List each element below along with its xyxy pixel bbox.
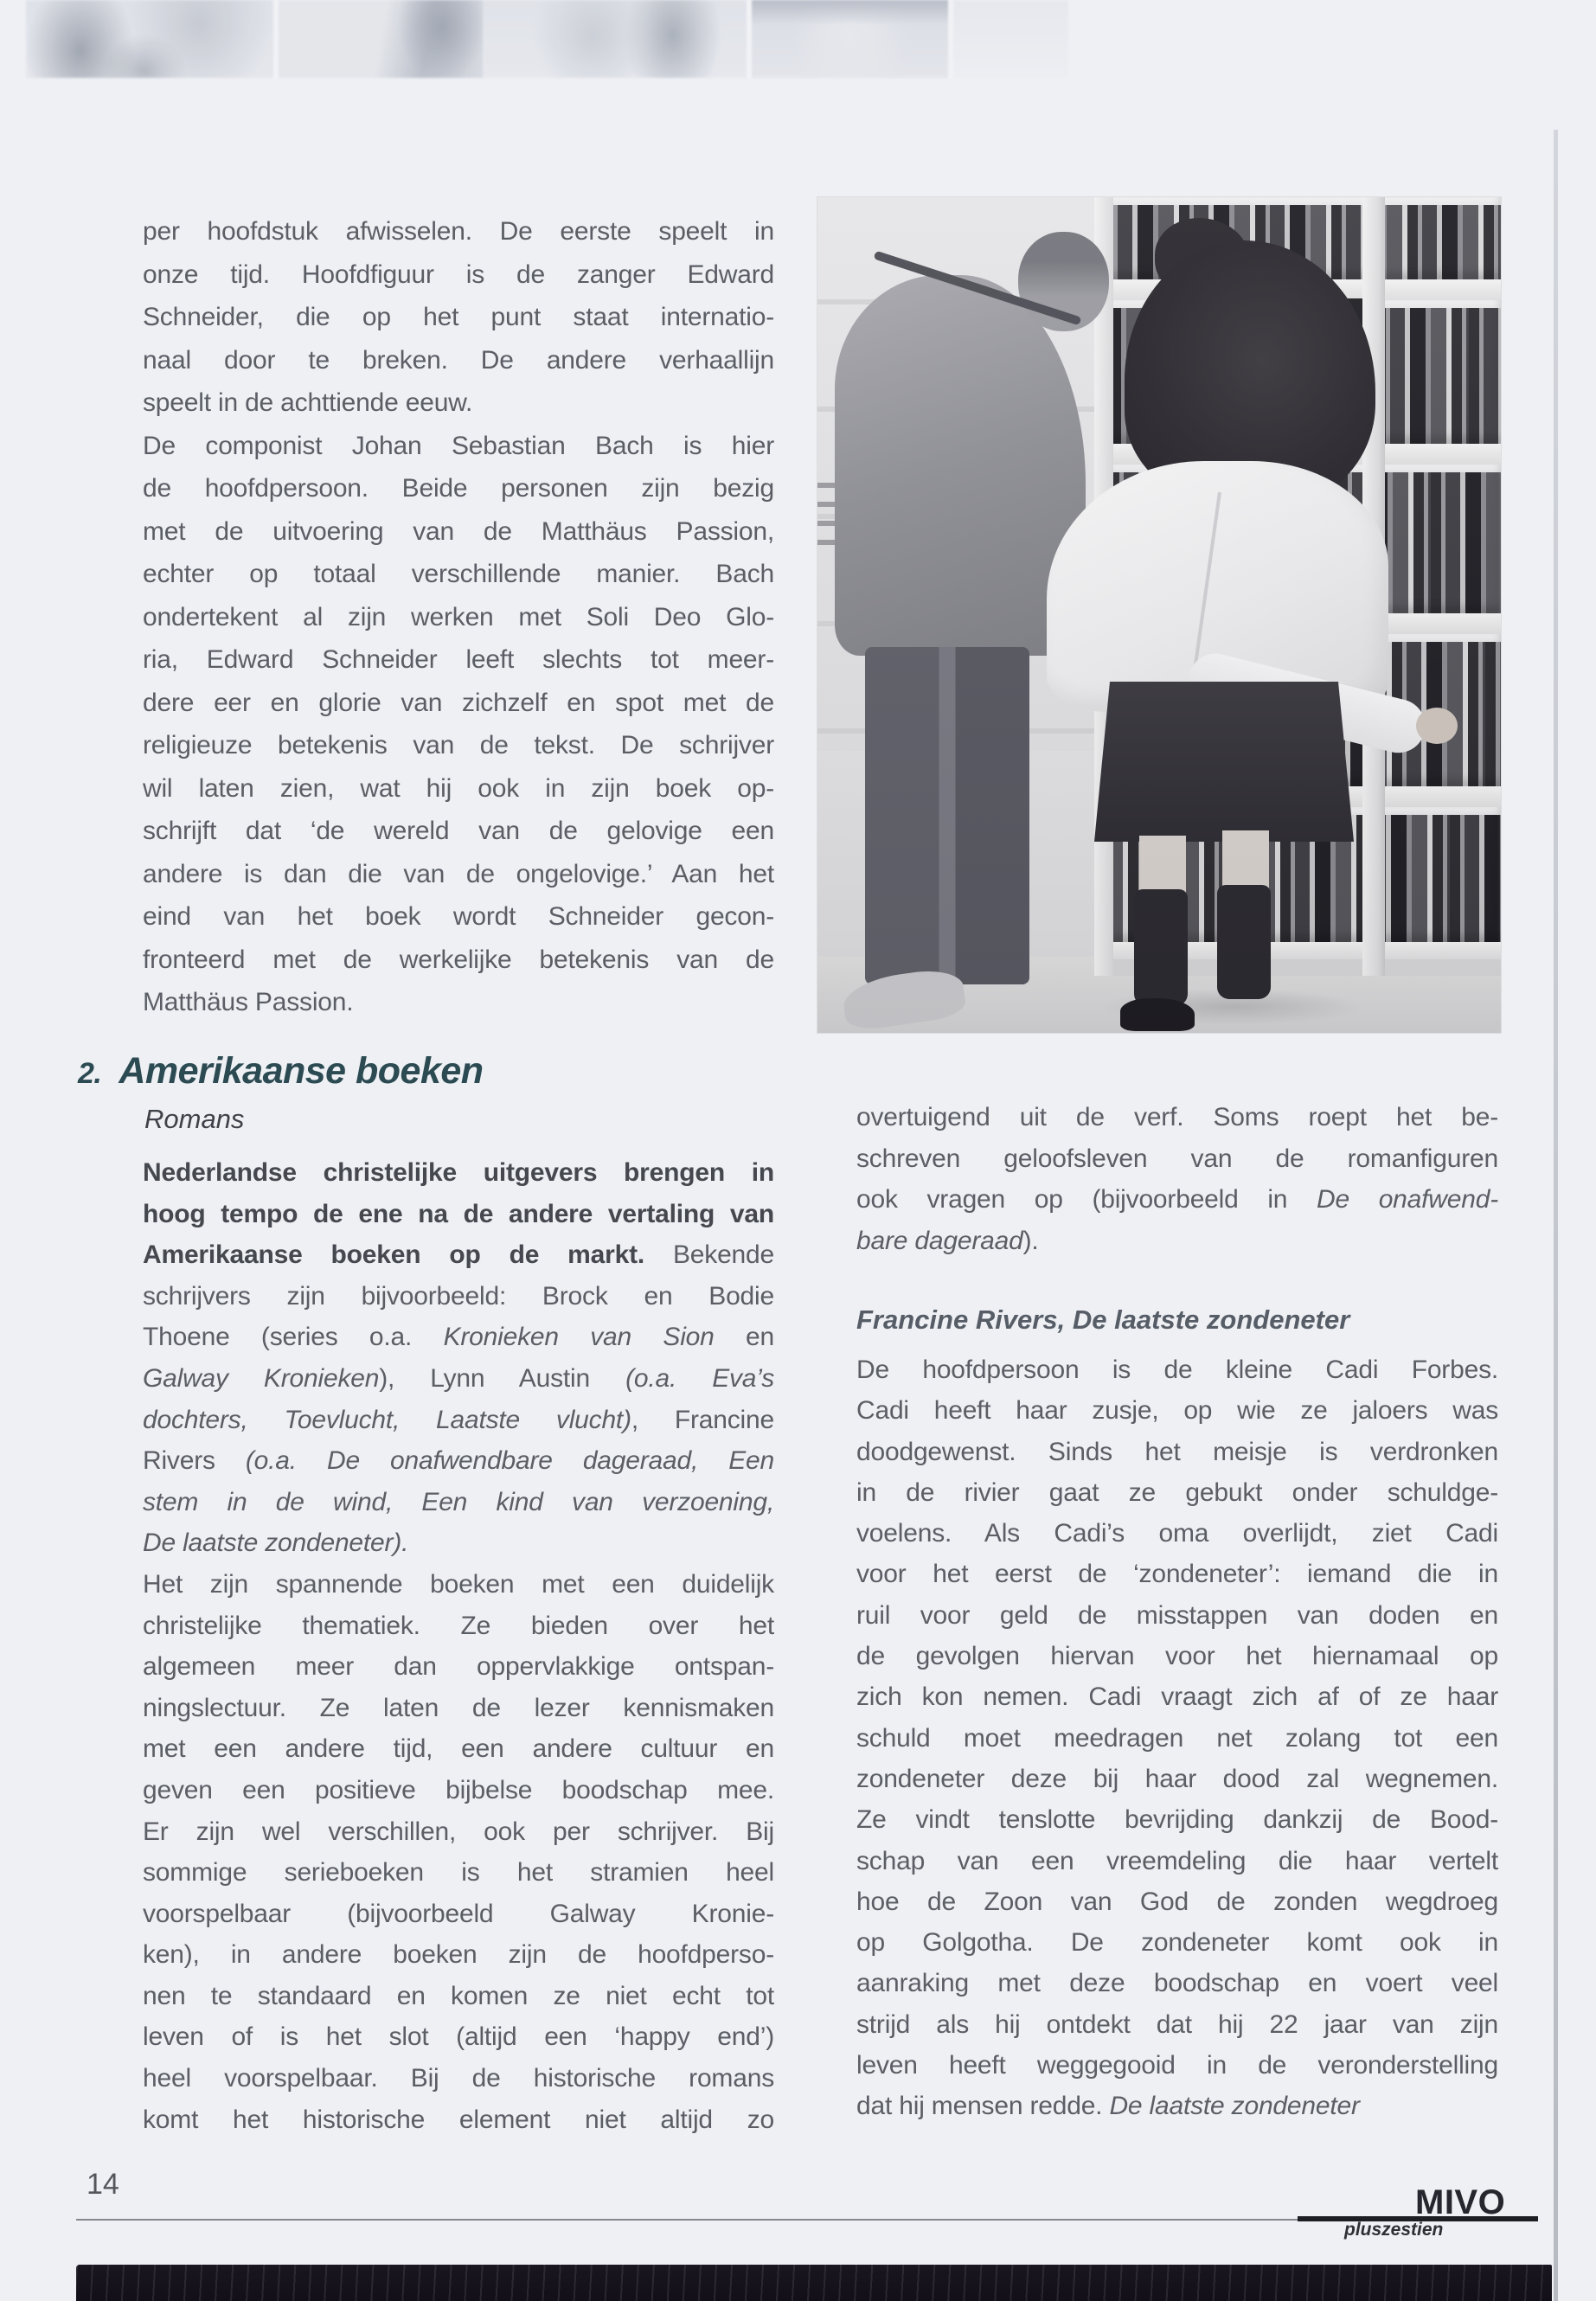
text-line: eind van het boek wordt Schneider gecon- (143, 902, 774, 931)
text-line: hoog tempo de ene na de andere vertaling van (143, 1199, 774, 1228)
text-line: schrijvers zijn bijvoorbeeld: Brock en Bodie (143, 1281, 774, 1311)
text-line: ondertekent al zijn werken met Soli Deo Glo- (143, 602, 774, 631)
text-line: Het zijn spannende boeken met een duidelijk (143, 1569, 774, 1599)
book-review-heading: Francine Rivers, De laatste zondeneter (856, 1304, 1350, 1335)
text-line: Nederlandse christelijke uitgevers brengen in (143, 1158, 774, 1187)
text-line: Matthäus Passion. (143, 988, 354, 1016)
text-line: De hoofdpersoon is de kleine Cadi Forbes. (856, 1356, 1498, 1384)
text-line: overtuigend uit de verf. Soms roept het be- (856, 1103, 1498, 1131)
section-heading (78, 1050, 484, 1093)
text-line: Ze vindt tenslotte bevrijding dankzij de Bood- (856, 1805, 1498, 1835)
text-line: nen te standaard en komen ze niet echt tot (143, 1981, 774, 2010)
text-line: met de uitvoering van de Matthäus Passion, (143, 516, 774, 546)
footer-rule (76, 2219, 1299, 2221)
mivo-logo: MIVO (1415, 2183, 1506, 2221)
text-line: voor het eerst de ‘zondeneter’: iemand die in (856, 1560, 1498, 1589)
text-line: per hoofdstuk afwisselen. De eerste speelt in (143, 217, 774, 246)
text-line: ruil voor geld de misstappen van doden en (856, 1600, 1498, 1630)
text-line: bare dageraad). (856, 1226, 1039, 1255)
text-line: christelijke thematiek. Ze bieden over het (143, 1611, 774, 1640)
header-photo (948, 0, 1068, 78)
text-line: dat hij mensen redde. De laatste zondeneter (856, 2092, 1360, 2121)
text-line: dochters, Toevlucht, Laatste vlucht), Francine (143, 1405, 774, 1434)
scan-bottom-edge (76, 2265, 1552, 2301)
text-line: ook vragen op (bijvoorbeeld in De onafwend- (856, 1185, 1498, 1214)
scan-right-edge (1554, 130, 1558, 2301)
text-line: leven of is het slot (altijd een ‘happy end’) (143, 2022, 774, 2052)
header-photo-strip (26, 0, 1068, 78)
page-number: 14 (87, 2168, 119, 2201)
text-line: schreven geloofsleven van de romanfiguren (856, 1144, 1498, 1173)
text-line: met een andere tijd, een andere cultuur en (143, 1734, 774, 1764)
text-line: schuld moet meedragen net zolang tot een (856, 1723, 1498, 1753)
text-line: algemeen meer dan oppervlakkige ontspan- (143, 1652, 774, 1682)
text-line: sommige serieboeken is het stramien heel (143, 1858, 774, 1888)
text-line: Thoene (series o.a. Kronieken van Sion en (143, 1323, 774, 1352)
text-line: stem in de wind, Een kind van verzoening, (143, 1487, 774, 1516)
text-line: religieuze betekenis van de tekst. De schrijver (143, 731, 774, 760)
column-left-intro (143, 210, 774, 1024)
text-line: dere eer en glorie van zichzelf en spot met de (143, 688, 774, 717)
text-line: zich kon nemen. Cadi vraagt zich af of ze haar (856, 1682, 1498, 1712)
text-line: geven een positieve bijbelse boodschap mee. (143, 1775, 774, 1804)
mivo-logo-subtitle: pluszestien (1344, 2220, 1444, 2240)
text-line: voelens. Als Cadi’s oma overlijdt, ziet Cadi (856, 1519, 1498, 1548)
text-line: Galway Kronieken), Lynn Austin (o.a. Eva’s (143, 1363, 775, 1393)
text-line: ningslectuur. Ze laten de lezer kennismaken (143, 1693, 774, 1722)
column-right-body (856, 1349, 1498, 2127)
header-photo (26, 0, 273, 78)
subsection-title: Romans (144, 1104, 245, 1134)
text-line: Rivers (o.a. De onafwendbare dageraad, Een (143, 1446, 774, 1476)
text-line: Amerikaanse boeken op de markt. Bekende (143, 1240, 775, 1270)
text-line: schrijft dat ‘de wereld van de gelovige een (143, 817, 774, 845)
text-line: De componist Johan Sebastian Bach is hier (143, 431, 774, 460)
text-line: voorspelbaar (bijvoorbeeld Galway Kronie- (143, 1899, 774, 1928)
text-line: De laatste zondeneter). (143, 1529, 409, 1558)
section-number: 2. (78, 1057, 102, 1090)
text-line: Er zijn wel verschillen, ook per schrijver. Bij (143, 1817, 774, 1846)
text-line: leven heeft weggegooid in de veronderstelling (856, 2051, 1498, 2080)
text-line: naal door te breken. De andere verhaallijn (143, 345, 774, 375)
text-line: Cadi heeft haar zusje, op wie ze jaloers was (856, 1396, 1498, 1426)
text-line: ria, Edward Schneider leeft slechts tot meer- (143, 645, 774, 674)
text-line: Schneider, die op het punt staat internatio- (143, 303, 774, 331)
text-line: zondeneter deze bij haar dood zal wegnemen. (856, 1764, 1498, 1793)
text-line: de hoofdpersoon. Beide personen zijn bezig (143, 474, 774, 503)
text-line: andere is dan die van de ongelovige.’ Aan het (143, 859, 774, 888)
text-line: heel voorspelbaar. Bij de historische romans (143, 2064, 774, 2093)
text-line: in de rivier gaat ze gebukt onder schuldge- (856, 1477, 1498, 1507)
text-line: echter op totaal verschillende manier. Bach (143, 560, 774, 588)
text-line: schap van een vreemdeling die haar vertelt (856, 1846, 1498, 1875)
column-left-body (143, 1152, 774, 2140)
text-line: strijd als hij ontdekt dat hij 22 jaar van zijn (856, 2009, 1498, 2039)
column-right-top (856, 1097, 1498, 1261)
text-line: onze tijd. Hoofdfiguur is de zanger Edward (143, 260, 774, 289)
text-line: op Golgotha. De zondeneter komt ook in (856, 1928, 1498, 1958)
text-line: komt het historische element niet altijd zo (143, 2105, 774, 2134)
text-line: aanraking met deze boodschap en voert veel (856, 1969, 1498, 1998)
library-photo (817, 197, 1501, 1033)
section-title: Amerikaanse boeken (119, 1050, 484, 1092)
text-line: de gevolgen hiervan voor het hiernamaal op (856, 1642, 1498, 1671)
text-line: doodgewenst. Sinds het meisje is verdronken (856, 1437, 1498, 1466)
text-line: hoe de Zoon van God de zonden wegdroeg (856, 1887, 1498, 1916)
photo-tone-overlay (817, 197, 1501, 1033)
header-photo (273, 0, 483, 78)
text-line: wil laten zien, wat hij ook in zijn boek op- (143, 773, 774, 803)
text-line: fronteerd met de werkelijke betekenis van de (143, 945, 774, 974)
text-line: speelt in de achttiende eeuw. (143, 388, 473, 417)
header-photo (747, 0, 948, 78)
text-line: ken), in andere boeken zijn de hoofdperso- (143, 1940, 774, 1970)
header-photo (483, 0, 747, 78)
